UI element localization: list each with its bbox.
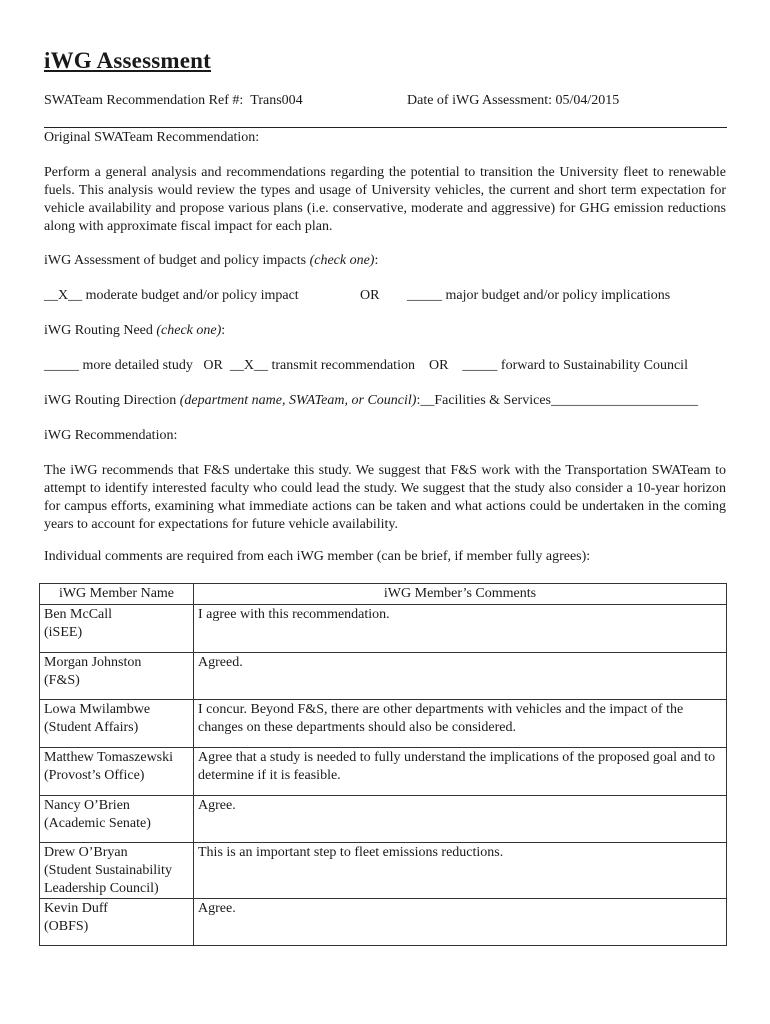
ref-label: SWATeam Recommendation Ref #: xyxy=(44,93,244,108)
member-affiliation: (Provost’s Office) xyxy=(44,768,145,783)
document-title: iWG Assessment xyxy=(44,48,212,73)
comments-intro: Individual comments are required from each iWG member (can be brief, if member fully agrees): xyxy=(44,549,591,564)
table-row xyxy=(40,605,727,653)
budget-option1-label: moderate budget and/or policy impact xyxy=(85,288,299,303)
date-value: 05/04/2015 xyxy=(555,93,620,108)
table-row xyxy=(40,653,727,700)
member-name: Nancy O’Brien xyxy=(44,798,130,813)
original-recommendation-text: Perform a general analysis and recommendations regarding the potential to transition the University fleet to renewable fuels. This analysis would review the types and usage of University vehicles, the current and short term expectation for vehicle availability and propose various plans (i.e. conservative, moderate and aggressive) for GHG emission reductions along with approximate fiscal impact for each plan. xyxy=(44,165,726,234)
member-comment: Agreed. xyxy=(194,653,727,700)
budget-options xyxy=(44,288,671,304)
routing-opt1-label: more detailed study xyxy=(82,358,193,373)
recommendation-text: The iWG recommends that F&S undertake this study. We suggest that F&S work with the Transportation SWATeam to attempt to identify interested faculty who could lead the study. We suggest that the study also consider a 10-year horizon for campus efforts, examining what immediate actions can be taken and what actions could be undertaken in the coming years to account for expectations for future vehicle availability. xyxy=(44,463,726,532)
routing-direction-value: :__Facilities & Services_____________________ xyxy=(416,393,698,408)
member-comments-table xyxy=(39,583,727,946)
member-name: Kevin Duff xyxy=(44,901,108,916)
member-name-cell xyxy=(40,653,194,700)
ref-value: Trans004 xyxy=(250,93,303,108)
routing-or1: OR xyxy=(203,358,223,373)
member-affiliation: (Student Sustainability Leadership Council) xyxy=(44,863,172,896)
member-name: Morgan Johnston xyxy=(44,655,142,670)
member-name-cell xyxy=(40,748,194,796)
header-divider xyxy=(44,127,727,128)
table-header-row xyxy=(40,584,727,605)
member-name: Drew O’Bryan xyxy=(44,845,128,860)
member-affiliation: (iSEE) xyxy=(44,625,83,640)
table-row xyxy=(40,899,727,946)
routing-need-label: iWG Routing Need (check one): xyxy=(44,323,226,338)
member-name-cell xyxy=(40,796,194,843)
table-row xyxy=(40,796,727,843)
table-row xyxy=(40,748,727,796)
recommendation-heading: iWG Recommendation: xyxy=(44,428,178,443)
member-comment: I concur. Beyond F&S, there are other departments with vehicles and the impact of the changes on these departments should also be considered. xyxy=(194,700,727,748)
col-header-name: iWG Member Name xyxy=(40,584,194,605)
member-name: Ben McCall xyxy=(44,607,113,622)
member-comment: Agree that a study is needed to fully understand the implications of the proposed goal and to determine if it is feasible. xyxy=(194,748,727,796)
member-affiliation: (Academic Senate) xyxy=(44,816,151,831)
routing-direction: iWG Routing Direction (department name, SWATeam, or Council):__Facilities & Services_____________________ xyxy=(44,393,698,408)
assessment-date xyxy=(407,93,619,109)
routing-opt3-mark: _____ xyxy=(462,358,498,373)
member-comment: Agree. xyxy=(194,899,727,946)
col-header-comments: iWG Member’s Comments xyxy=(194,584,727,605)
budget-option2: _____ major budget and/or policy implications xyxy=(407,288,671,303)
original-heading: Original SWATeam Recommendation: xyxy=(44,130,260,145)
budget-hint: (check one) xyxy=(309,253,375,268)
reference-row xyxy=(44,93,726,109)
member-comment: I agree with this recommendation. xyxy=(194,605,727,653)
routing-need-options xyxy=(44,358,688,374)
budget-or: OR xyxy=(360,288,380,303)
routing-opt3-label: forward to Sustainability Council xyxy=(500,358,688,373)
table-row xyxy=(40,700,727,748)
budget-option1-mark: __X__ xyxy=(44,288,83,303)
member-name: Matthew Tomaszewski xyxy=(44,750,174,765)
member-name-cell xyxy=(40,605,194,653)
member-name-cell xyxy=(40,899,194,946)
member-comment: Agree. xyxy=(194,796,727,843)
routing-opt1-mark: _____ xyxy=(44,358,79,373)
member-name-cell xyxy=(40,700,194,748)
member-name: Lowa Mwilambwe xyxy=(44,702,151,717)
routing-opt2-label: transmit recommendation xyxy=(271,358,415,373)
member-affiliation: (Student Affairs) xyxy=(44,720,139,735)
member-affiliation: (OBFS) xyxy=(44,919,89,934)
member-affiliation: (F&S) xyxy=(44,673,80,688)
routing-direction-hint: (department name, SWATeam, or Council) xyxy=(179,393,417,408)
routing-need-hint: (check one) xyxy=(156,323,222,338)
member-comment: This is an important step to fleet emissions reductions. xyxy=(194,843,727,899)
date-label: Date of iWG Assessment: xyxy=(407,93,553,108)
routing-or2: OR xyxy=(428,358,449,373)
member-name-cell xyxy=(40,843,194,899)
routing-opt2-mark: __X__ xyxy=(229,358,268,373)
table-row xyxy=(40,843,727,899)
budget-assessment-label: iWG Assessment of budget and policy impacts (check one): xyxy=(44,253,379,268)
